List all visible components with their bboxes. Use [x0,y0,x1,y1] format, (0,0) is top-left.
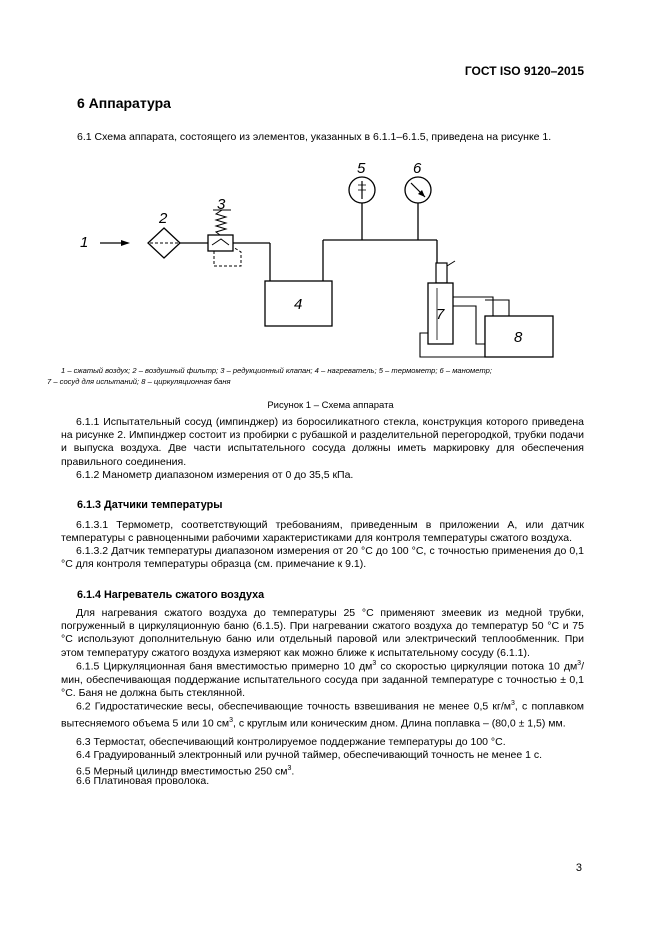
subsection-title-6-1-3: 6.1.3 Датчики температуры [77,499,223,511]
thermometer-icon [349,177,375,203]
figure-label-3: 3 [217,196,226,213]
paragraph-6-1-5: 6.1.5 Циркуляционная баня вместимостью примерно 10 $дм^3$ со скоростью циркуляции потока 10 $дм^3$/мин, обеспечивающая поддержание испытательного сосуда при заданной температуре с точностью ± 0,1 °С. Баня не должна быть стеклянной. [61,660,584,699]
air-filter-icon [148,228,180,258]
paragraph-6-4: 6.4 Градуированный электронный или ручной таймер, обеспечивающий точность не менее 1 с. [76,749,543,761]
page-number: 3 [575,862,582,874]
figure-legend [47,365,584,387]
figure-legend-line-2: 7 – сосуд для испытаний; 8 – циркуляционная баня [47,377,231,386]
figure-label-1: 1 [80,234,89,251]
figure-label-8: 8 [514,329,523,346]
paragraph-6-2: 6.2 Гидростатические весы, обеспечивающие точность взвешивания не менее 0,5 $кг/м^3$, с поплавком вытесняемого объема 5 или 10 $см^3$, с круглым или коническим дном. Длина поплавка – (80,0 ± 1,5) мм. [61,700,585,730]
figure-label-2: 2 [159,210,168,227]
paragraph-6-1-3-1: 6.1.3.1 Термометр, соответствующий требованиям, приведенным в приложении А, или датчик температуры с равноценными рабочими характеристиками для контроля температуры сжатого воздуха. [61,519,584,545]
subsection-title-6-1-4: 6.1.4 Нагреватель сжатого воздуха [77,589,265,601]
paragraph-6-6: 6.6 Платиновая проволока. [76,775,210,787]
paragraph-6-1-4: Для нагревания сжатого воздуха до температуры 25 °С применяют змеевик из медной трубки, погруженный в циркуляционную баню (6.1.5). При нагревании сжатого воздуха до температур 50 °С и 75 °С используют дополнительную баню или отдельный паровой или электрический теплообменник. При этом температуру сжатого воздуха измеряют как можно ближе к испытательному сосуду (6.1.1). [61,607,584,659]
paragraph-6-1: 6.1 Схема аппарата, состоящего из элементов, указанных в 6.1.1–6.1.5, приведена на рисунке 1. [77,131,552,143]
figure-legend-line-1: 1 – сжатый воздух; 2 – воздушный фильтр; 3 – редукционный клапан; 4 – нагреватель; 5 – термометр; 6 – манометр; [61,366,492,375]
reducing-valve-icon [208,210,241,266]
paragraph-6-3: 6.3 Термостат, обеспечивающий контролируемое поддержание температуры до 100 °С. [76,736,506,748]
figure-label-4: 4 [294,296,303,313]
section-title: 6 Аппаратура [77,95,171,111]
standard-header: ГОСТ ISO 9120–2015 [464,64,584,78]
paragraph-6-1-1: 6.1.1 Испытательный сосуд (импинджер) из боросиликатного стекла, конструкция которого приведена на рисунке 2. Импинджер состоит из пробирки с рубашкой и разделительной перегородкой, трубки подачи и выпуска воздуха. Две части испытательного сосуда должны иметь маркировку для обеспечения правильного соединения. [61,416,584,468]
manometer-icon [405,177,431,203]
apparatus-diagram [0,150,661,365]
figure-caption: Рисунок 1 – Схема аппарата [267,400,394,411]
paragraph-6-1-2: 6.1.2 Манометр диапазоном измерения от 0 до 35,5 кПа. [76,469,354,481]
paragraph-6-5: 6.5 Мерный цилиндр вместимостью 250 $см^3$. [76,765,295,778]
paragraph-6-1-3-2: 6.1.3.2 Датчик температуры диапазоном измерения от 20 °С до 100 °С, с точностью применения до 0,1 °С для контроля температуры образца (см. примечание к 9.1). [61,545,584,571]
test-vessel-icon [428,261,455,344]
figure-label-6: 6 [413,160,422,177]
figure-label-5: 5 [357,160,366,177]
figure-label-7: 7 [436,306,445,323]
